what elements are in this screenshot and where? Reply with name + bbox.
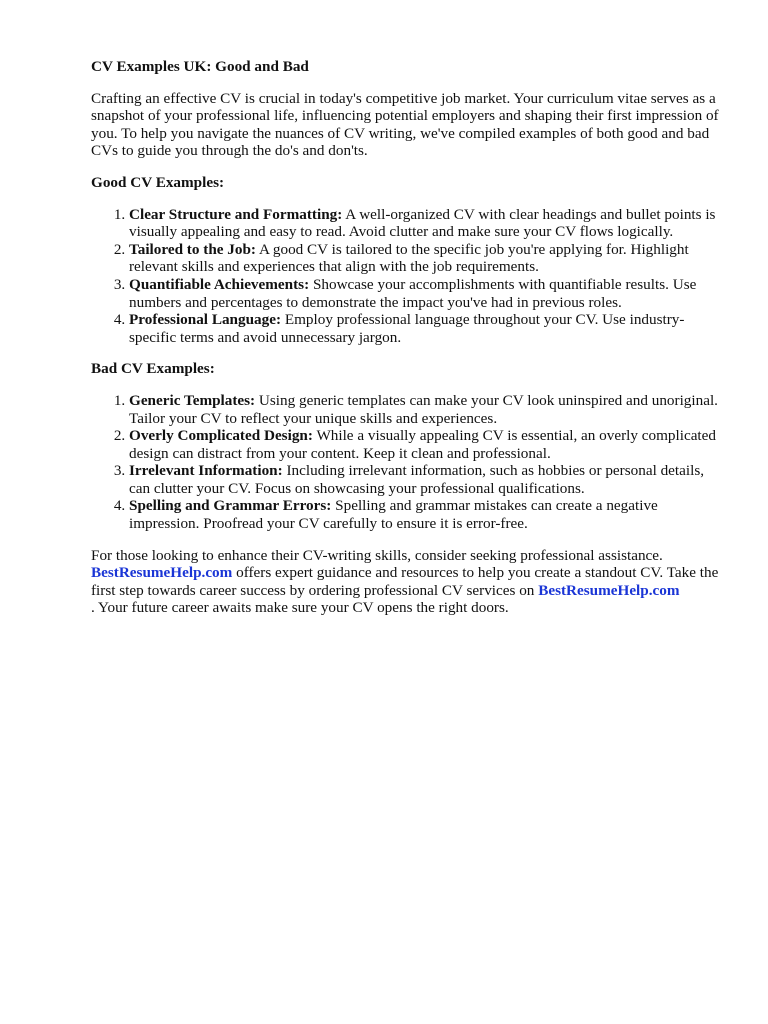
closing-text-2: offers expert guidance and resources to help you create a standout CV. Take the first step towards career success by ordering professional CV services on [91, 564, 719, 599]
list-item-text: While a visually appealing CV is essential, an overly complicated design can distract from your content. Keep it clean and professional. [129, 427, 716, 462]
list-item [129, 241, 728, 276]
bad-examples-heading: Bad CV Examples: [91, 360, 215, 378]
list-item [129, 497, 728, 532]
bestresumehelp-link-1[interactable]: BestResumeHelp.com [91, 564, 233, 582]
list-item-term: Generic Templates: [129, 391, 256, 409]
list-item-text: Using generic templates can make your CV look uninspired and unoriginal. Tailor your CV to reflect your unique skills and experiences. [129, 391, 718, 427]
bad-examples-list [91, 392, 728, 533]
document-title: CV Examples UK: Good and Bad [91, 58, 309, 75]
list-item [129, 276, 728, 311]
closing-paragraph [91, 547, 728, 617]
list-item-term: Clear Structure and Formatting: [129, 205, 343, 223]
list-item [129, 462, 728, 497]
list-item [129, 206, 728, 241]
list-item-text: A well-organized CV with clear headings and bullet points is visually appealing and easy to read. Avoid clutter and make sure your CV flows logically. [129, 205, 716, 241]
list-item-text: Employ professional language throughout your CV. Use industry-specific terms and avoid unnecessary jargon. [129, 311, 685, 346]
list-item [129, 427, 728, 462]
list-item [129, 392, 728, 427]
list-item-term: Spelling and Grammar Errors: [129, 497, 332, 515]
good-examples-list [91, 206, 728, 347]
list-item-term: Quantifiable Achievements: [129, 275, 310, 293]
list-item-term: Professional Language: [129, 311, 282, 329]
list-item-term: Overly Complicated Design: [129, 427, 313, 445]
bestresumehelp-link-2[interactable]: BestResumeHelp.com [538, 581, 680, 599]
list-item-text: Including irrelevant information, such as hobbies or personal details, can clutter your CV. Focus on showcasing your professional qualifications. [129, 462, 705, 497]
closing-text-3: . Your future career awaits make sure your CV opens the right doors. [91, 599, 509, 617]
good-examples-heading: Good CV Examples: [91, 173, 225, 191]
list-item-text: A good CV is tailored to the specific job you're applying for. Highlight relevant skills and experiences that align with the job requirements. [129, 240, 689, 276]
closing-text-1: For those looking to enhance their CV-writing skills, consider seeking professional assistance. [91, 546, 663, 564]
intro-paragraph: Crafting an effective CV is crucial in today's competitive job market. Your curriculum vitae serves as a snapshot of your professional life, influencing potential employers and shaping their first impression of you. To help you navigate the nuances of CV writing, we've compiled examples of both good and bad CVs to guide you through the do's and don'ts. [91, 89, 719, 160]
list-item-term: Tailored to the Job: [129, 240, 256, 258]
list-item-text: Spelling and grammar mistakes can create a negative impression. Proofread your CV carefully to ensure it is error-free. [129, 497, 658, 533]
list-item-term: Irrelevant Information: [129, 462, 283, 480]
list-item-text: Showcase your accomplishments with quantifiable results. Use numbers and percentages to demonstrate the impact you've had in previous roles. [129, 275, 697, 311]
list-item [129, 311, 728, 346]
